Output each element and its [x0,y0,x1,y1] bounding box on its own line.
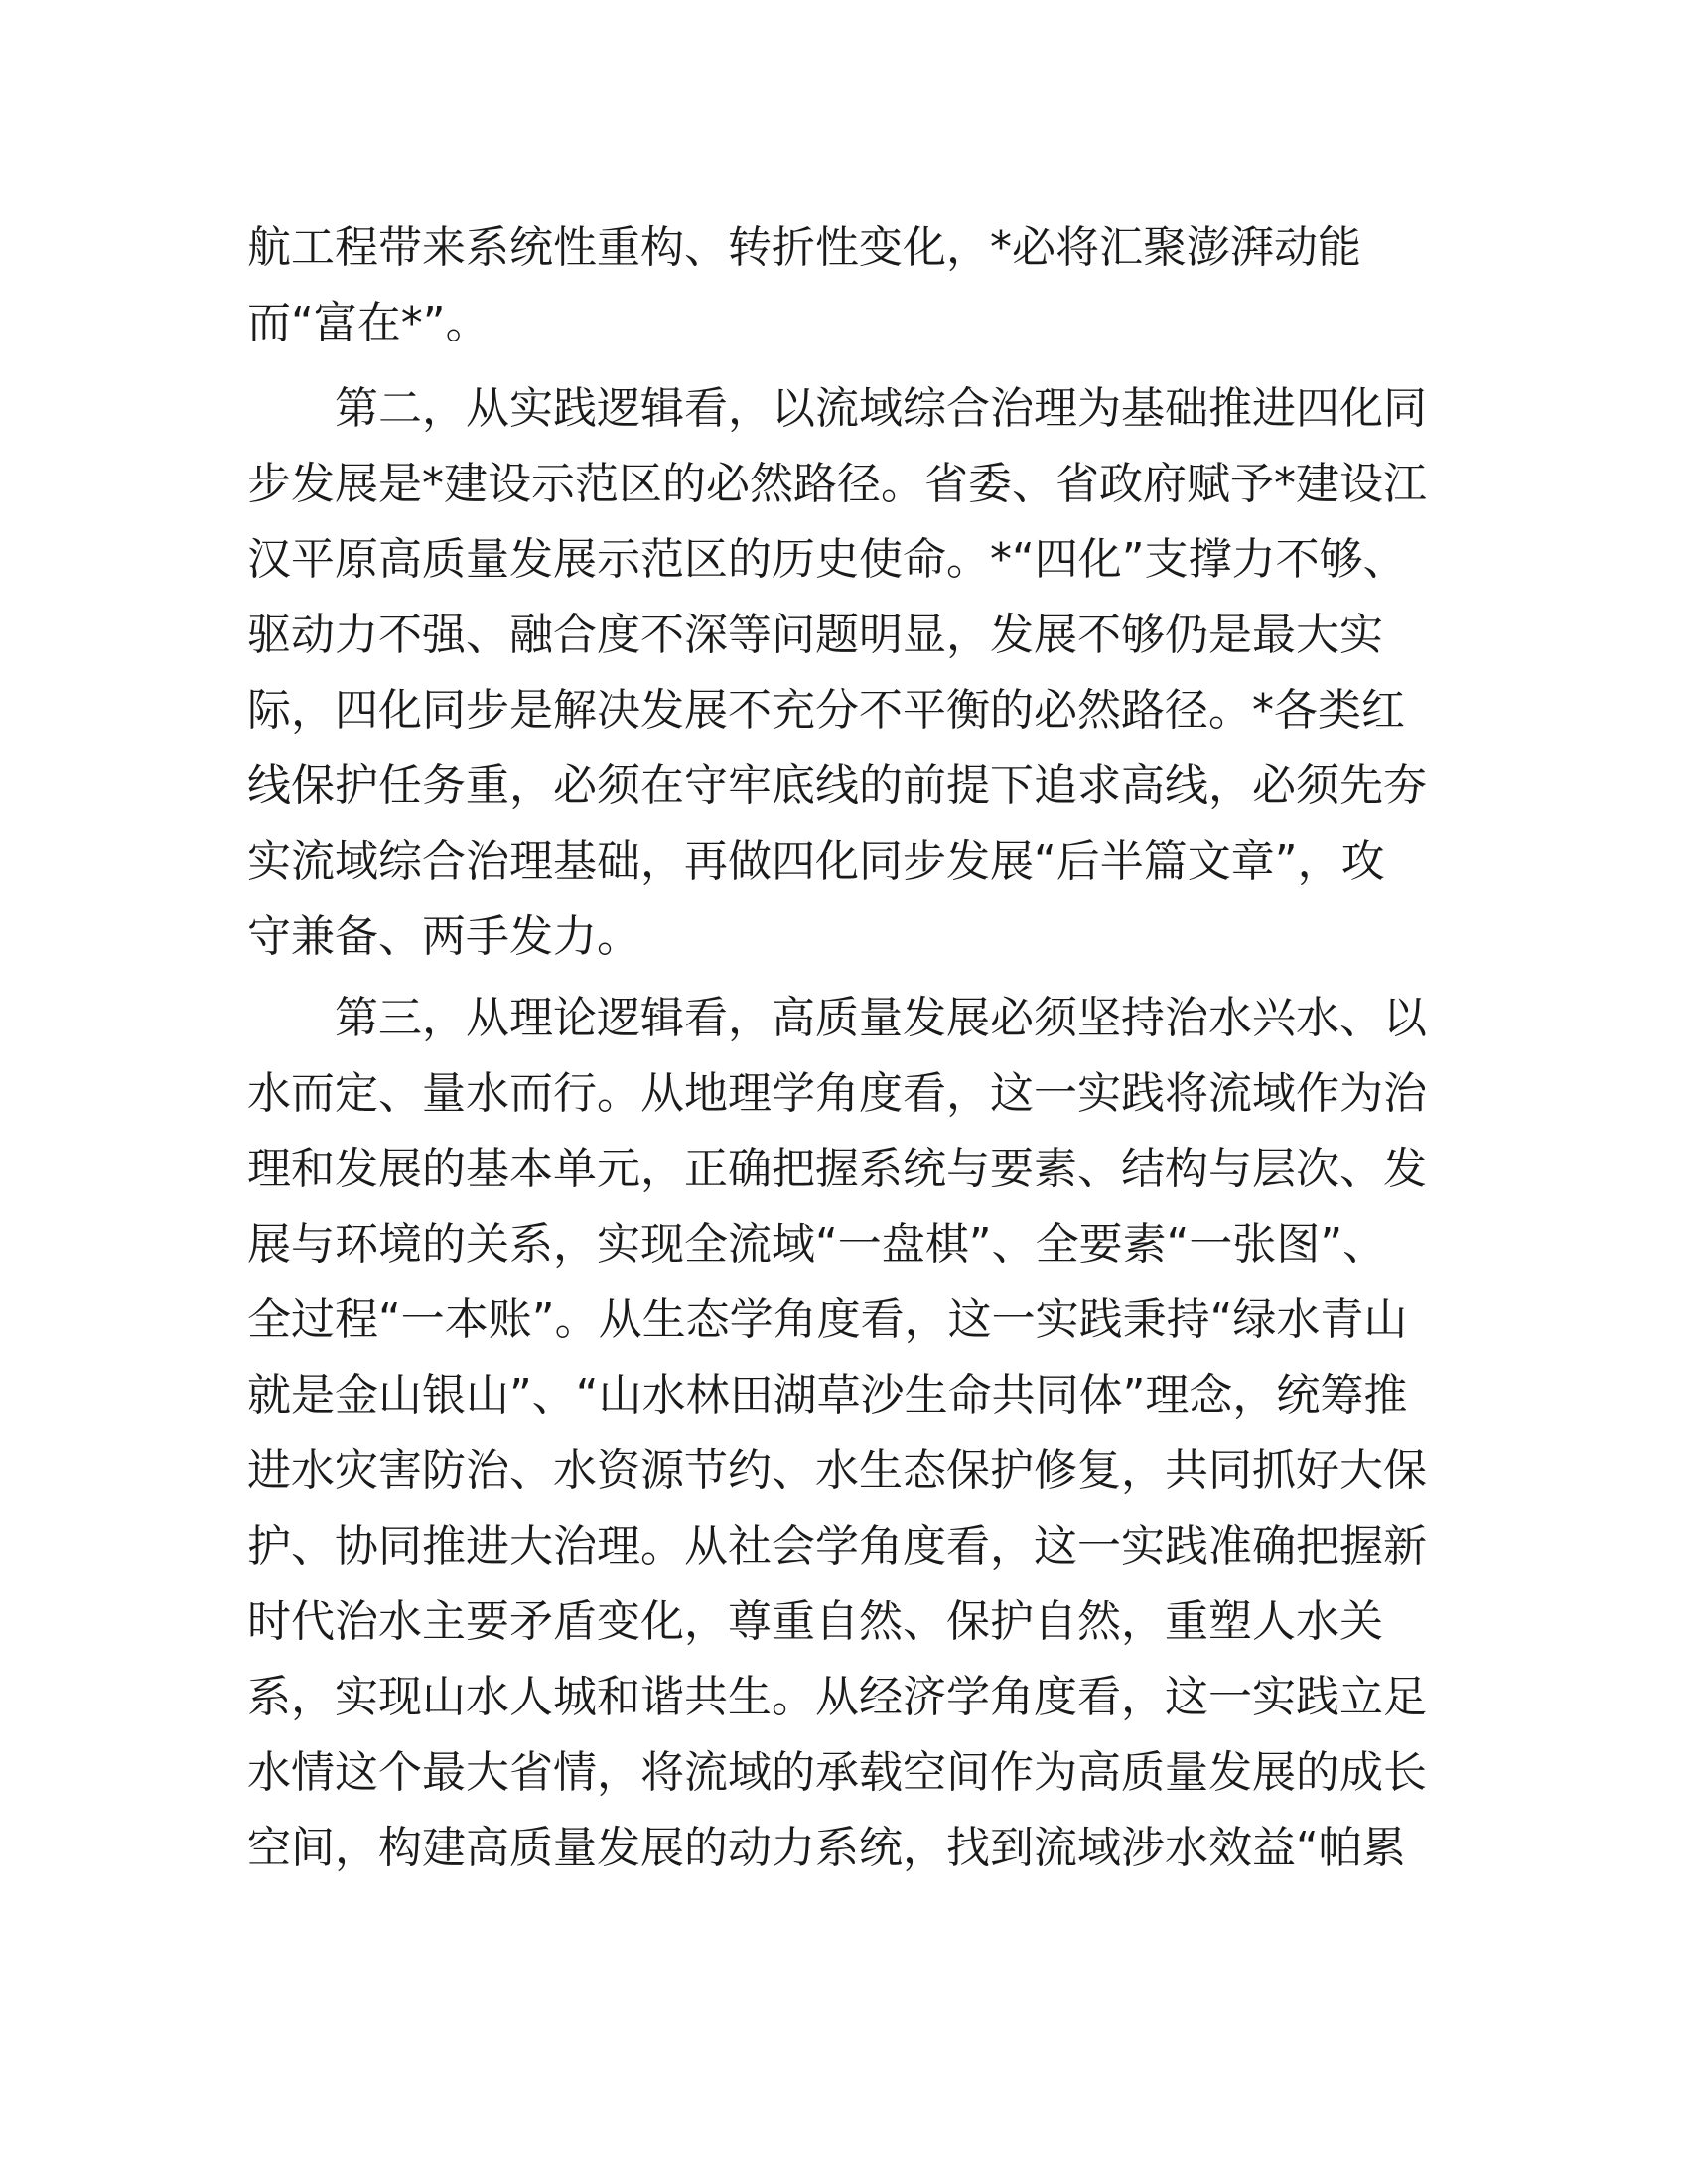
paragraph-line: 水而定、量水而行。从地理学角度看，这一实践将流域作为治 [247,1068,1427,1119]
paragraph-line: 展与环境的关系，实现全流域“一盘棋”、全要素“一张图”、 [247,1219,1387,1270]
paragraph-3 [247,981,1441,1886]
paragraph-line: 第三，从理论逻辑看，高质量发展必须坚持治水兴水、以 [335,993,1427,1043]
paragraph-line: 实流域综合治理基础，再做四化同步发展“后半篇文章”，攻 [247,836,1385,887]
paragraph-line: 系，实现山水人城和谐共生。从经济学角度看，这一实践立足 [247,1672,1427,1722]
paragraph-line: 护、协同推进大治理。从社会学角度看，这一实践准确把握新 [247,1521,1427,1571]
paragraph-line: 空间，构建高质量发展的动力系统，找到流域涉水效益“帕累 [247,1823,1406,1873]
paragraph-line: 步发展是*建设示范区的必然路径。省委、省政府赋予*建设江 [247,459,1427,509]
paragraph-line: 航工程带来系统性重构、转折性变化，*必将汇聚澎湃动能 [247,222,1361,273]
paragraph-line: 时代治水主要矛盾变化，尊重自然、保护自然，重塑人水关 [247,1596,1383,1647]
paragraph-line: 全过程“一本账”。从生态学角度看，这一实践秉持“绿水青山 [247,1295,1408,1345]
paragraph-1 [247,210,1441,361]
paragraph-line: 线保护任务重，必须在守牢底线的前提下追求高线，必须先夯 [247,760,1427,811]
paragraph-line: 水情这个最大省情，将流域的承载空间作为高质量发展的成长 [247,1747,1427,1798]
paragraph-line: 际，四化同步是解决发展不充分不平衡的必然路径。*各类红 [247,685,1405,736]
paragraph-line: 汉平原高质量发展示范区的历史使命。*“四化”支撑力不够、 [247,534,1407,585]
paragraph-line: 就是金山银山”、“山水林田湖草沙生命共同体”理念，统筹推 [247,1370,1408,1421]
paragraph-2 [247,371,1441,975]
paragraph-line: 驱动力不强、融合度不深等问题明显，发展不够仍是最大实 [247,610,1383,660]
paragraph-line: 理和发展的基本单元，正确把握系统与要素、结构与层次、发 [247,1144,1427,1194]
paragraph-line: 进水灾害防治、水资源节约、水生态保护修复，共同抓好大保 [247,1445,1427,1496]
paragraph-line: 第二，从实践逻辑看，以流域综合治理为基础推进四化同 [335,383,1427,434]
paragraph-line: 而“富在*”。 [247,298,490,348]
paragraph-line: 守兼备、两手发力。 [247,911,640,962]
